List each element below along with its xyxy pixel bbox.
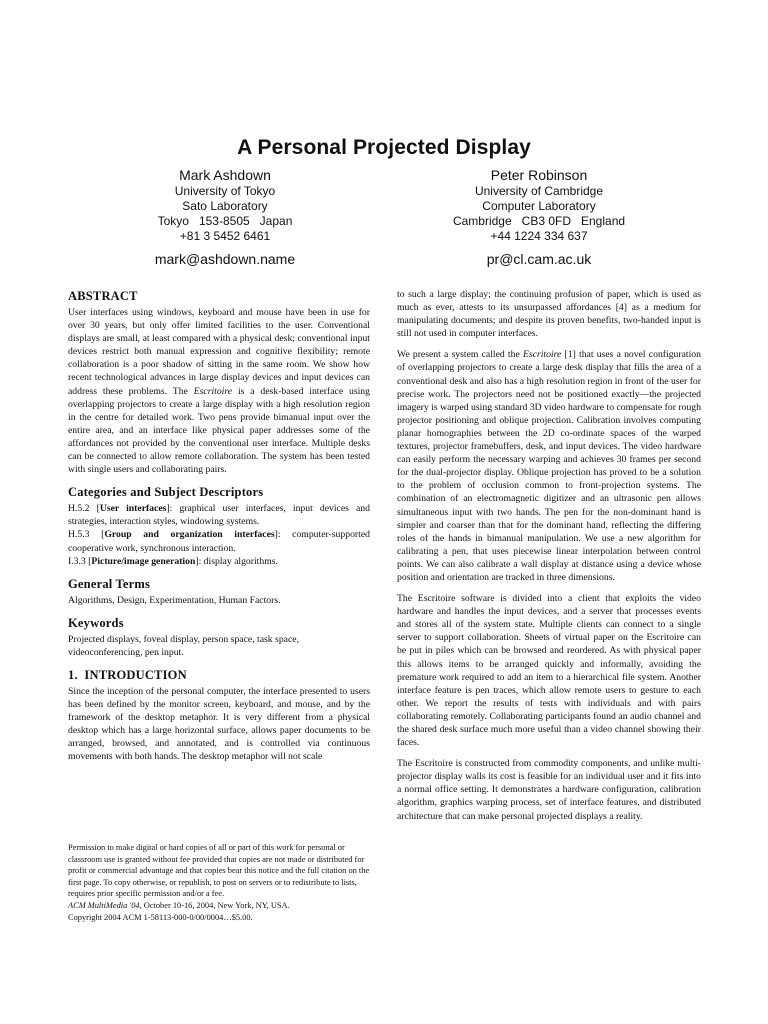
paragraph: The Escritoire is constructed from commodity components, and unlike multi-projector display walls its cost is feasible for an individual user and it fits into a normal office setting. It demonstrates a hardware configuration, calibration algorithm, graphics warping process, set of interface features, and distributed architecture that can make personal projected displays a reality. xyxy=(397,758,701,822)
left-column xyxy=(68,288,370,772)
author-affiliation: University of Cambridge xyxy=(474,184,604,198)
author-email[interactable]: mark@ashdown.name xyxy=(154,251,296,267)
author-name: Peter Robinson xyxy=(490,167,588,183)
paragraph: The Escritoire software is divided into a client that exploits the video hardware and handles the input devices, and a server that processes events and stores all of the system state. Multiple clients can connect to a single server to support collaboration. Sheets of virtual paper on the Escritoire can be put in piles which can be browsed and reordered. As with physical paper this allows items to be arranged quickly and informally, avoiding the premature work required to add an item to a hierarchical file system. Another interface feature is pen traces, which allow remote users to gesture to each other. We report the results of tests with individuals and with pairs collaborating remotely. Collaborating participants found an audio channel and the shared desk surface much more useful than a video channel showing their faces. xyxy=(397,593,701,749)
author-phone: +81 3 5452 6461 xyxy=(179,229,271,243)
general-terms-heading: General Terms xyxy=(68,576,151,591)
permission-notice xyxy=(68,842,370,923)
author-block-2 xyxy=(394,166,684,268)
general-terms-text: Algorithms, Design, Experimentation, Human Factors. xyxy=(68,594,281,606)
right-column xyxy=(397,288,701,831)
paragraph: to such a large display; the continuing profusion of paper, which is used as much as ever, attests to its unsurpassed affordances [4] as a medium for manipulating documents; and despite its proven benefits, two-handed input is still not used in computer interfaces. xyxy=(397,289,701,340)
keywords-heading: Keywords xyxy=(68,615,124,630)
keywords-text: Projected displays, foveal display, person space, task space, videoconferencing, pen input. xyxy=(68,633,299,658)
conference-info: ACM MultiMedia '04, October 10-16, 2004, New York, NY, USA. xyxy=(68,900,290,910)
introduction-heading: 1. INTRODUCTION xyxy=(68,667,187,682)
category-item: H.5.2 [User interfaces]: graphical user interfaces, input devices and strategies, interaction styles, windowing systems. xyxy=(68,503,370,528)
author-department: Sato Laboratory xyxy=(182,199,268,213)
paper-title: A Personal Projected Display xyxy=(237,136,531,159)
author-address: Cambridge CB3 0FD England xyxy=(452,214,626,228)
author-address: Tokyo 153-8505 Japan xyxy=(157,214,293,228)
author-phone: +44 1224 334 637 xyxy=(490,229,588,243)
author-name: Mark Ashdown xyxy=(179,167,271,183)
abstract-text: User interfaces using windows, keyboard and mouse have been in use for over 30 years, but only offer limited facilities to the user. Conventional displays are small, at least compared with a physical desk; conventional input devices restrict both manual expression and cognitive flexibility; remote collaboration is a poor shadow of sitting in the same room. We show how recent technological advances in large display devices and input devices can address these problems. The Escritoire is a desk-based interface using overlapping projectors to create a large display with a high resolution region in the centre for detailed work. Two pens provide bimanual input over the entire area, and an interface like physical paper addresses some of the affordances not provided by the conventional user interface. Multiple desks can be connected to allow remote collaboration. The system has been tested with single users and collaborating pairs. xyxy=(68,307,370,476)
copyright-line: Copyright 2004 ACM 1-58113-000-0/00/0004…$5.00. xyxy=(68,912,253,922)
permission-text: Permission to make digital or hard copies of all or part of this work for personal or classroom use is granted without fee provided that copies are not made or distributed for profit or commercial advantage and that copies bear this notice and the full citation on the first page. To copy otherwise, or republish, to post on servers or to redistribute to lists, requires prior specific permission and/or a fee. xyxy=(68,843,370,899)
categories-heading: Categories and Subject Descriptors xyxy=(68,485,264,500)
author-block-1 xyxy=(80,166,370,268)
author-affiliation: University of Tokyo xyxy=(174,184,276,198)
paragraph: We present a system called the Escritoire [1] that uses a novel configuration of overlapping projectors to create a large desk display that fills the area of a conventional desk and also has a high resolution region in front of the user for precise work. The projectors need not be positioned exactly—the projected imagery is warped using standard 3D video hardware to compensate for rough projector positioning and oblique projection. Calibration involves computing planar homographies between the 2D co-ordinate spaces of the warped textures, projector framebuffers, desk, and input devices. The video hardware can easily perform the necessary warping and achieves 30 frames per second for the dual-projector display. Oblique projection has proved to be a solution to the problem of occlusion common to front-projection systems. The combination of an electromagnetic digitizer and an ultrasonic pen allows simultaneous input with two hands. The pen for the non-dominant hand is simpler and coarser than that for the dominant hand, reflecting the differing roles of the hands in bimanual manipulation. We use a new algorithm for calibrating a pen, that uses piecewise linear interpolation between control points. We can also calibrate a wall display at distance using a device whose position and orientation are tracked in three dimensions. xyxy=(397,349,701,583)
abstract-heading: ABSTRACT xyxy=(68,289,138,303)
author-department: Computer Laboratory xyxy=(482,199,596,213)
category-item: I.3.3 [Picture/image generation]: display algorithms. xyxy=(68,555,278,567)
category-item: H.5.3 [Group and organization interfaces]: computer-supported cooperative work, synchronous interaction. xyxy=(68,529,370,554)
author-email[interactable]: pr@cl.cam.ac.uk xyxy=(486,251,592,267)
introduction-text: Since the inception of the personal computer, the interface presented to users has been defined by the monitor screen, keyboard, and mouse, and by the framework of the desktop metaphor. It is very different from a physical desktop which has a large horizontal surface, allows paper documents to be arranged, browsed, and annotated, and is controlled via continuous movements with both hands. The desktop metaphor will not scale xyxy=(68,685,370,763)
